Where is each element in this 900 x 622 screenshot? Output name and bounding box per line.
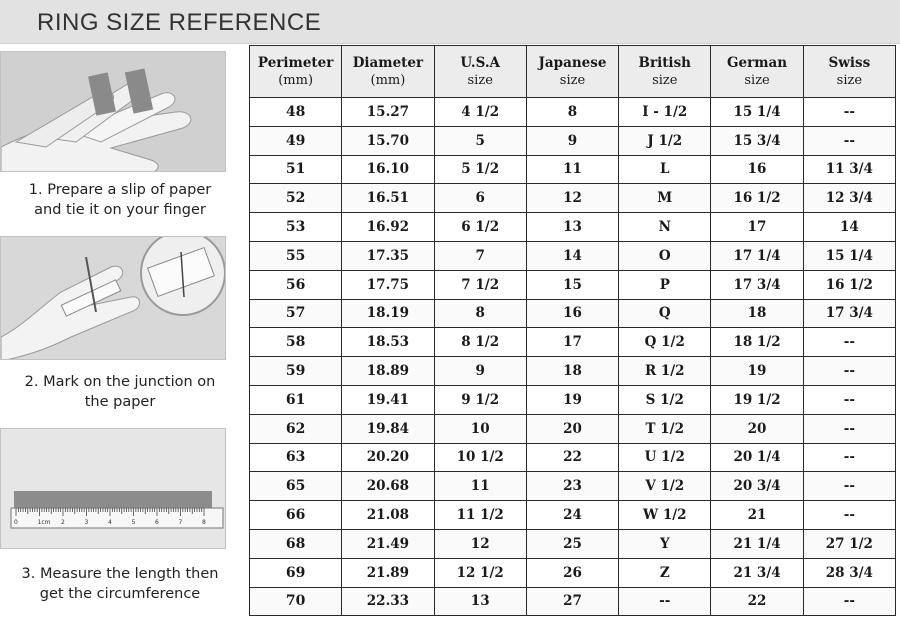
usa-size-cell: 7 1/2	[434, 270, 526, 299]
table-row	[250, 501, 896, 530]
usa-size-cell: 5	[434, 126, 526, 155]
swiss-size-cell: 27 1/2	[803, 529, 895, 558]
japanese-size-cell: 26	[526, 558, 618, 587]
german-size-cell: 16	[711, 155, 803, 184]
table-row	[250, 414, 896, 443]
british-size-cell: L	[619, 155, 711, 184]
column-header-name: Japanese	[538, 54, 607, 71]
step-2-caption: 2. Mark on the junction on the paper	[24, 374, 216, 410]
japanese-size-cell: 14	[526, 241, 618, 270]
japanese-size-cell: 8	[526, 98, 618, 127]
ruler-label: 1cm	[37, 519, 51, 526]
table-row	[250, 184, 896, 213]
table-row	[250, 587, 896, 616]
column-header-unit: size	[652, 72, 678, 88]
diameter-cell: 19.84	[342, 414, 434, 443]
perimeter-cell: 68	[250, 529, 342, 558]
british-size-cell: --	[619, 587, 711, 616]
table-header-row	[250, 46, 896, 98]
japanese-size-cell: 15	[526, 270, 618, 299]
table-row	[250, 155, 896, 184]
usa-size-cell: 10 1/2	[434, 443, 526, 472]
ruler-label: 5	[131, 519, 136, 526]
table-row	[250, 241, 896, 270]
diameter-cell: 18.53	[342, 328, 434, 357]
ruler-icon	[1, 429, 226, 549]
table-row	[250, 126, 896, 155]
table-row	[250, 328, 896, 357]
diameter-cell: 17.35	[342, 241, 434, 270]
swiss-size-cell: --	[803, 126, 895, 155]
table-row	[250, 98, 896, 127]
title-banner	[0, 0, 900, 44]
german-size-cell: 15 3/4	[711, 126, 803, 155]
column-header	[619, 46, 711, 98]
british-size-cell: U 1/2	[619, 443, 711, 472]
perimeter-cell: 59	[250, 357, 342, 386]
japanese-size-cell: 19	[526, 385, 618, 414]
diameter-cell: 20.68	[342, 472, 434, 501]
column-header	[434, 46, 526, 98]
japanese-size-cell: 9	[526, 126, 618, 155]
perimeter-cell: 57	[250, 299, 342, 328]
german-size-cell: 18 1/2	[711, 328, 803, 357]
perimeter-cell: 58	[250, 328, 342, 357]
column-header-name: British	[638, 54, 691, 71]
usa-size-cell: 5 1/2	[434, 155, 526, 184]
german-size-cell: 17 3/4	[711, 270, 803, 299]
german-size-cell: 17	[711, 213, 803, 242]
british-size-cell: S 1/2	[619, 385, 711, 414]
swiss-size-cell: --	[803, 414, 895, 443]
diameter-cell: 21.89	[342, 558, 434, 587]
swiss-size-cell: 16 1/2	[803, 270, 895, 299]
swiss-size-cell: 17 3/4	[803, 299, 895, 328]
step-2-illustration	[0, 236, 226, 360]
perimeter-cell: 70	[250, 587, 342, 616]
column-header	[711, 46, 803, 98]
column-header-name: German	[727, 54, 788, 71]
step-1-illustration	[0, 51, 226, 172]
german-size-cell: 16 1/2	[711, 184, 803, 213]
column-header-name: Diameter	[352, 54, 424, 71]
british-size-cell: M	[619, 184, 711, 213]
ruler-label: 6	[155, 519, 159, 526]
usa-size-cell: 12 1/2	[434, 558, 526, 587]
british-size-cell: Y	[619, 529, 711, 558]
step-3-caption: 3. Measure the length then get the circumference	[21, 566, 219, 602]
swiss-size-cell: --	[803, 385, 895, 414]
hand-paper-strip-icon	[1, 52, 226, 172]
british-size-cell: J 1/2	[619, 126, 711, 155]
japanese-size-cell: 18	[526, 357, 618, 386]
diameter-cell: 18.89	[342, 357, 434, 386]
table-row	[250, 529, 896, 558]
japanese-size-cell: 23	[526, 472, 618, 501]
diameter-cell: 16.10	[342, 155, 434, 184]
usa-size-cell: 10	[434, 414, 526, 443]
japanese-size-cell: 25	[526, 529, 618, 558]
column-header	[803, 46, 895, 98]
german-size-cell: 20	[711, 414, 803, 443]
usa-size-cell: 9	[434, 357, 526, 386]
ruler-label: 2	[61, 519, 65, 526]
perimeter-cell: 49	[250, 126, 342, 155]
swiss-size-cell: --	[803, 501, 895, 530]
perimeter-cell: 61	[250, 385, 342, 414]
british-size-cell: N	[619, 213, 711, 242]
table-row	[250, 472, 896, 501]
column-header-name: Perimeter	[257, 54, 334, 71]
ruler-label: 7	[178, 519, 183, 526]
british-size-cell: T 1/2	[619, 414, 711, 443]
usa-size-cell: 9 1/2	[434, 385, 526, 414]
swiss-size-cell: --	[803, 98, 895, 127]
column-header	[342, 46, 434, 98]
diameter-cell: 18.19	[342, 299, 434, 328]
swiss-size-cell: 15 1/4	[803, 241, 895, 270]
ruler-label: 8	[202, 519, 206, 526]
table-row	[250, 299, 896, 328]
usa-size-cell: 6 1/2	[434, 213, 526, 242]
swiss-size-cell: --	[803, 472, 895, 501]
ruler-label: 3	[84, 519, 89, 526]
japanese-size-cell: 12	[526, 184, 618, 213]
perimeter-cell: 65	[250, 472, 342, 501]
diameter-cell: 15.70	[342, 126, 434, 155]
german-size-cell: 22	[711, 587, 803, 616]
usa-size-cell: 7	[434, 241, 526, 270]
table-row	[250, 558, 896, 587]
british-size-cell: P	[619, 270, 711, 299]
perimeter-cell: 69	[250, 558, 342, 587]
usa-size-cell: 13	[434, 587, 526, 616]
british-size-cell: V 1/2	[619, 472, 711, 501]
japanese-size-cell: 27	[526, 587, 618, 616]
diameter-cell: 21.08	[342, 501, 434, 530]
perimeter-cell: 51	[250, 155, 342, 184]
swiss-size-cell: --	[803, 328, 895, 357]
german-size-cell: 15 1/4	[711, 98, 803, 127]
table-row	[250, 213, 896, 242]
perimeter-cell: 66	[250, 501, 342, 530]
table-row	[250, 270, 896, 299]
swiss-size-cell: --	[803, 357, 895, 386]
japanese-size-cell: 22	[526, 443, 618, 472]
british-size-cell: W 1/2	[619, 501, 711, 530]
page-title: RING SIZE REFERENCE	[37, 9, 322, 36]
german-size-cell: 19 1/2	[711, 385, 803, 414]
british-size-cell: R 1/2	[619, 357, 711, 386]
diameter-cell: 16.92	[342, 213, 434, 242]
column-header-unit: size	[836, 72, 863, 88]
diameter-cell: 15.27	[342, 98, 434, 127]
british-size-cell: O	[619, 241, 711, 270]
column-header	[250, 46, 342, 98]
perimeter-cell: 48	[250, 98, 342, 127]
japanese-size-cell: 24	[526, 501, 618, 530]
perimeter-cell: 52	[250, 184, 342, 213]
japanese-size-cell: 17	[526, 328, 618, 357]
german-size-cell: 19	[711, 357, 803, 386]
british-size-cell: Q	[619, 299, 711, 328]
swiss-size-cell: --	[803, 443, 895, 472]
perimeter-cell: 56	[250, 270, 342, 299]
finger-mark-icon	[1, 237, 226, 360]
german-size-cell: 21	[711, 501, 803, 530]
swiss-size-cell: --	[803, 587, 895, 616]
german-size-cell: 20 3/4	[711, 472, 803, 501]
column-header-unit: size	[744, 72, 770, 88]
japanese-size-cell: 13	[526, 213, 618, 242]
perimeter-cell: 62	[250, 414, 342, 443]
diameter-cell: 20.20	[342, 443, 434, 472]
german-size-cell: 20 1/4	[711, 443, 803, 472]
ring-size-table	[249, 45, 896, 616]
german-size-cell: 18	[711, 299, 803, 328]
perimeter-cell: 63	[250, 443, 342, 472]
column-header-unit: size	[467, 72, 493, 88]
swiss-size-cell: 12 3/4	[803, 184, 895, 213]
diameter-cell: 22.33	[342, 587, 434, 616]
japanese-size-cell: 20	[526, 414, 618, 443]
column-header-unit: (mm)	[370, 72, 406, 88]
ruler-label: 0	[14, 519, 18, 526]
german-size-cell: 21 3/4	[711, 558, 803, 587]
japanese-size-cell: 11	[526, 155, 618, 184]
perimeter-cell: 53	[250, 213, 342, 242]
british-size-cell: Z	[619, 558, 711, 587]
column-header-unit: (mm)	[278, 72, 314, 88]
swiss-size-cell: 28 3/4	[803, 558, 895, 587]
column-header-name: U.S.A	[460, 54, 501, 71]
table-row	[250, 357, 896, 386]
diameter-cell: 16.51	[342, 184, 434, 213]
usa-size-cell: 8 1/2	[434, 328, 526, 357]
ruler-label: 4	[108, 519, 112, 526]
diameter-cell: 21.49	[342, 529, 434, 558]
japanese-size-cell: 16	[526, 299, 618, 328]
step-3-illustration	[0, 428, 226, 549]
usa-size-cell: 6	[434, 184, 526, 213]
table-row	[250, 385, 896, 414]
table-row	[250, 443, 896, 472]
usa-size-cell: 8	[434, 299, 526, 328]
step-1-caption: 1. Prepare a slip of paper and tie it on your finger	[28, 182, 212, 218]
usa-size-cell: 11	[434, 472, 526, 501]
diameter-cell: 19.41	[342, 385, 434, 414]
usa-size-cell: 12	[434, 529, 526, 558]
swiss-size-cell: 14	[803, 213, 895, 242]
column-header-unit: size	[559, 72, 586, 88]
diameter-cell: 17.75	[342, 270, 434, 299]
british-size-cell: Q 1/2	[619, 328, 711, 357]
british-size-cell: I - 1/2	[619, 98, 711, 127]
swiss-size-cell: 11 3/4	[803, 155, 895, 184]
column-header-name: Swiss	[828, 54, 871, 71]
usa-size-cell: 4 1/2	[434, 98, 526, 127]
german-size-cell: 17 1/4	[711, 241, 803, 270]
perimeter-cell: 55	[250, 241, 342, 270]
german-size-cell: 21 1/4	[711, 529, 803, 558]
column-header	[526, 46, 618, 98]
usa-size-cell: 11 1/2	[434, 501, 526, 530]
